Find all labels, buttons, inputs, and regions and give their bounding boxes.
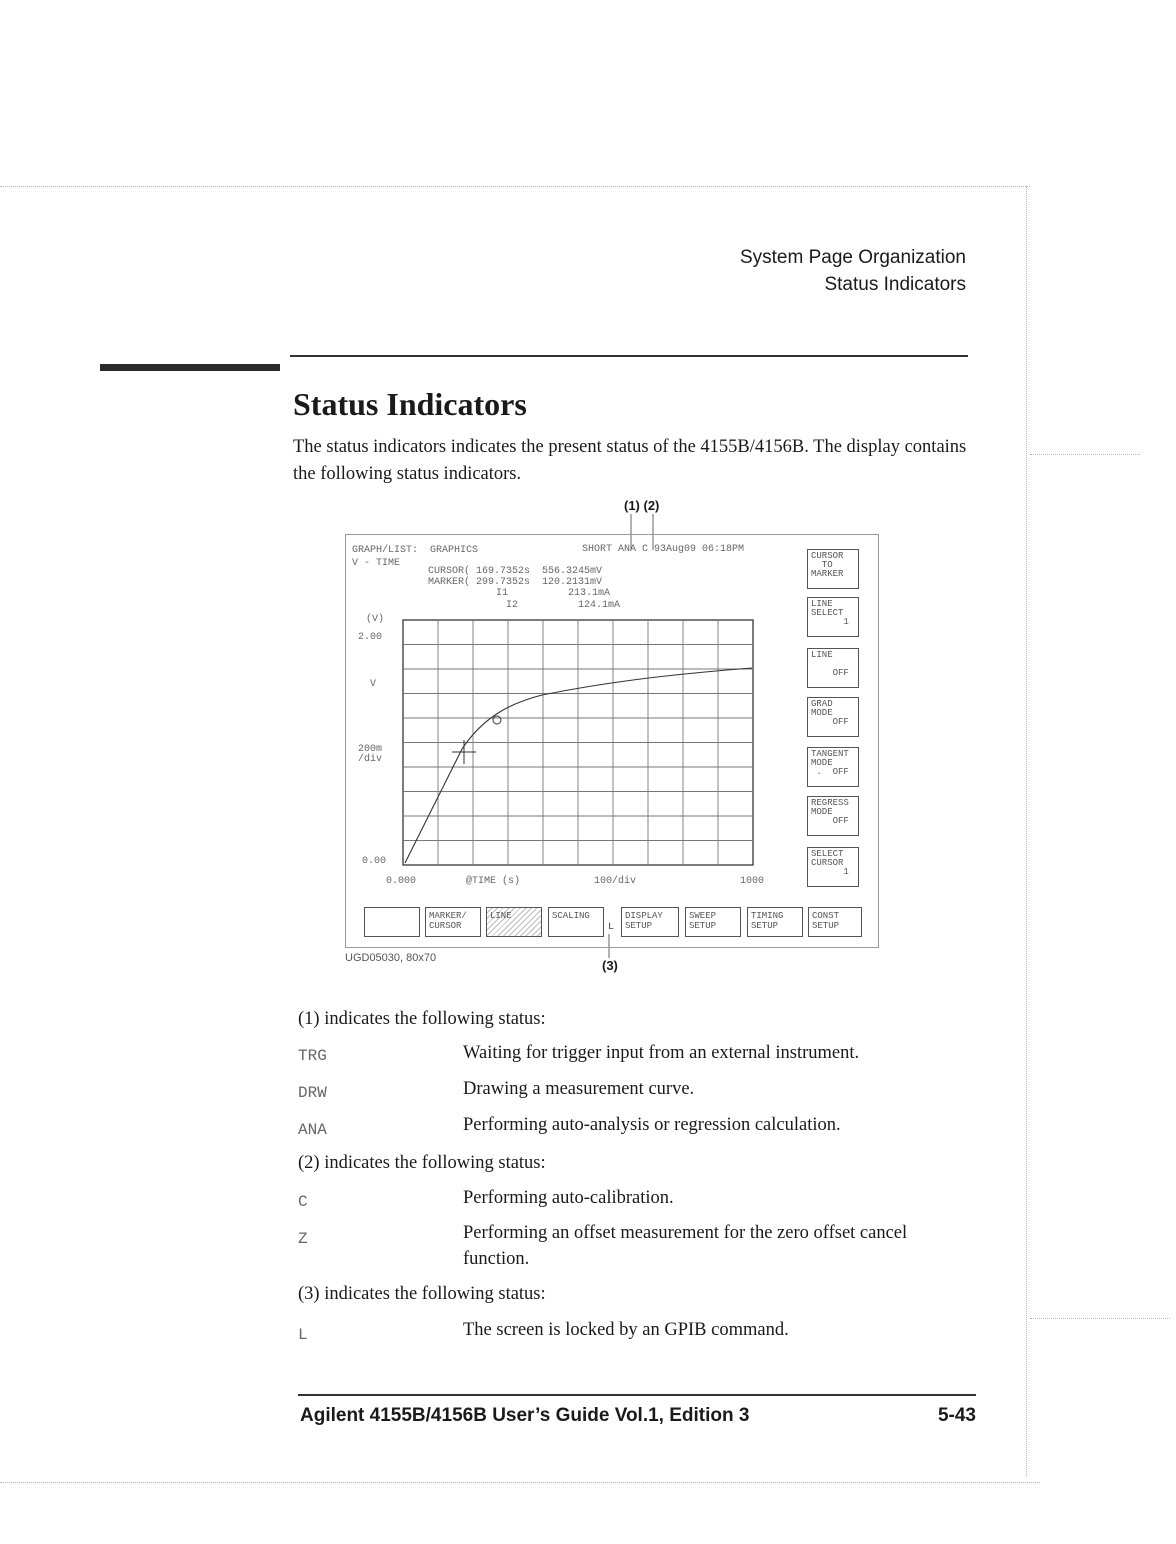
running-header-section: Status Indicators [824, 274, 966, 295]
running-header-chapter: System Page Organization [739, 247, 966, 268]
status-desc-trg: Waiting for trigger input from an external instrument. [463, 1043, 860, 1063]
plot-area [402, 619, 758, 869]
y-name: V [370, 679, 377, 690]
sweep-setup-key[interactable]: SWEEP SETUP [685, 907, 741, 937]
scan-border-right-mark [1030, 1318, 1170, 1319]
instrument-screen [345, 534, 879, 948]
line-off-key[interactable]: LINE OFF [807, 648, 859, 688]
scan-border-top [0, 186, 1030, 187]
screen-status-line: SHORT ANA C 93Aug09 06:18PM [582, 544, 745, 555]
x-div-label: 100/div [594, 876, 637, 887]
status-group-3-heading: (3) indicates the following status: [298, 1284, 546, 1304]
page-title: Status Indicators [293, 386, 527, 422]
scan-border-right-mark-2 [1030, 454, 1140, 455]
marker-symbol [493, 716, 501, 724]
regress-mode-key[interactable]: REGRESS MODE OFF [807, 796, 859, 836]
y-top-label: 2.00 [358, 632, 383, 643]
status-desc-ana: Performing auto-analysis or regression calculation. [463, 1115, 841, 1135]
blank-key[interactable] [364, 907, 420, 937]
timing-setup-key[interactable]: TIMING SETUP [747, 907, 803, 937]
figure-id: UGD05030, 80x70 [345, 952, 437, 964]
status-code-trg: TRG [298, 1047, 327, 1065]
status-desc-l: The screen is locked by an GPIB command. [463, 1320, 789, 1340]
scaling-key[interactable]: SCALING [548, 907, 604, 937]
tangent-mode-key[interactable]: TANGENT MODE . OFF [807, 747, 859, 787]
status-code-c: C [298, 1193, 308, 1211]
status-code-l: L [298, 1326, 308, 1344]
line-key[interactable]: LINE [486, 907, 542, 937]
screen-subtitle: V - TIME [352, 558, 401, 569]
status-code-drw: DRW [298, 1084, 327, 1102]
section-tab-bar [100, 364, 280, 371]
line-select-key[interactable]: LINE SELECT 1 [807, 597, 859, 637]
select-cursor-key[interactable]: SELECT CURSOR 1 [807, 847, 859, 887]
cursor-symbol [452, 740, 476, 764]
display-setup-key[interactable]: DISPLAY SETUP [621, 907, 679, 937]
measurement-curve [405, 668, 752, 863]
x-start-label: 0.000 [386, 876, 417, 887]
status-group-1-heading: (1) indicates the following status: [298, 1009, 546, 1029]
header-rule [290, 355, 968, 357]
marker-cursor-key[interactable]: MARKER/ CURSOR [425, 907, 481, 937]
callout-1-2: (1) (2) [624, 498, 660, 513]
grad-mode-key[interactable]: GRAD MODE OFF [807, 697, 859, 737]
status-desc-z: Performing an offset measurement for the zero offset cancel function. [463, 1223, 908, 1269]
page-number: 5-43 [937, 1405, 976, 1426]
status-code-ana: ANA [298, 1121, 327, 1139]
i1-readout: I1 213.1mA [496, 588, 611, 599]
y-div-label: 200m /div [358, 744, 383, 765]
status-desc-drw: Drawing a measurement curve. [463, 1079, 695, 1099]
const-setup-key[interactable]: CONST SETUP [808, 907, 862, 937]
cursor-to-marker-key[interactable]: CURSOR TO MARKER [807, 549, 859, 589]
status-desc-c: Performing auto-calibration. [463, 1188, 674, 1208]
footer-rule [298, 1394, 976, 1396]
status-group-2-heading: (2) indicates the following status: [298, 1153, 546, 1173]
y-bottom-label: 0.00 [362, 856, 387, 867]
y-unit: (V) [366, 614, 385, 625]
footer-title: Agilent 4155B/4156B User’s Guide Vol.1, Edition 3 [300, 1405, 750, 1426]
lock-indicator: L [608, 922, 615, 933]
marker-readout: MARKER( 299.7352s 120.2131mV [428, 577, 603, 588]
callout-3: (3) [602, 958, 618, 973]
screen-title: GRAPH/LIST: GRAPHICS [352, 545, 479, 556]
scan-border-bottom [0, 1482, 1040, 1483]
x-end-label: 1000 [740, 876, 765, 887]
cursor-readout: CURSOR( 169.7352s 556.3245mV [428, 566, 603, 577]
i2-readout: I2 124.1mA [506, 600, 621, 611]
intro-paragraph: The status indicators indicates the present status of the 4155B/4156B. The display contains the following status indicators. [293, 437, 967, 484]
x-name: @TIME (s) [466, 876, 521, 887]
scan-border-right [1026, 186, 1027, 1476]
status-code-z: Z [298, 1230, 308, 1248]
